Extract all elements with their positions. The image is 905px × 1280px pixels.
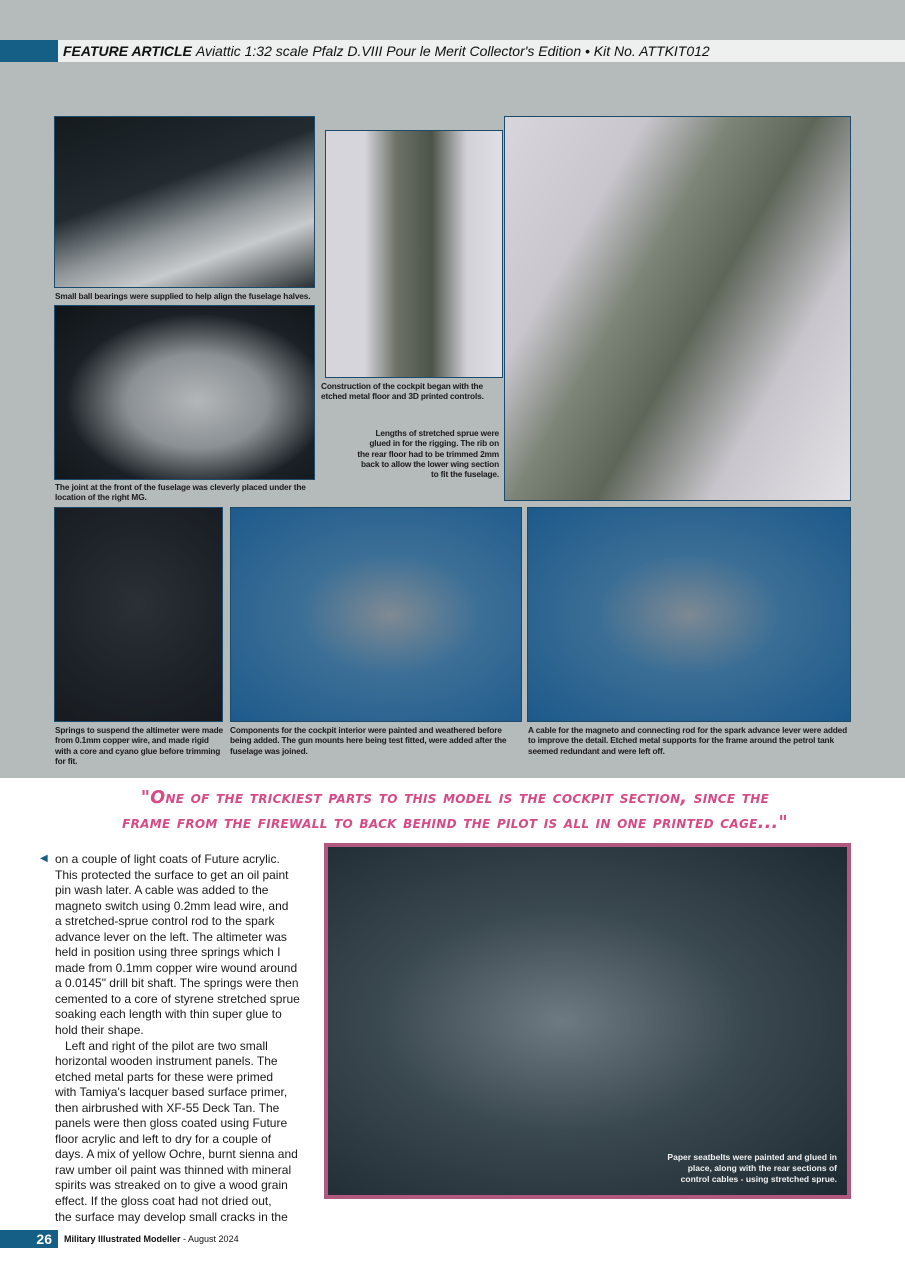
body-text-line: with Tamiya's lacquer based surface primer, [55,1085,288,1100]
page-number: 26 [0,1230,58,1248]
caption-seatbelts: Paper seatbelts were painted and glued in place, along with the rear sections of control cables - using stretched sprue. [667,1152,837,1184]
body-text-line: advance lever on the left. The altimeter was [55,929,287,944]
body-text-line: effect. If the gloss coat had not dried out, [55,1194,272,1209]
body-text-line: on a couple of light coats of Future acrylic. [55,852,280,866]
running-header [58,40,905,62]
article-body [55,852,300,1225]
caption-cable: A cable for the magneto and connecting rod for the spark advance lever were added to improve the detail. Etched metal supports for the frame around the petrol tank seemed redundant and were left off. [528,725,848,756]
photo-fuselage-front [54,305,315,480]
photo-cockpit-cage-seatbelts [324,843,851,1199]
body-text-line: magneto switch using 0.2mm lead wire, and [55,898,289,913]
article-title: Aviattic 1:32 scale Pfalz D.VIII Pour le Merit Collector's Edition • Kit No. ATTKIT012 [195,43,710,59]
section-label: FEATURE ARTICLE [63,43,192,59]
pull-quote [40,786,870,836]
caption-springs: Springs to suspend the altimeter were made from 0.1mm copper wire, and made rigid with a core and cyano glue before trimming for fit. [55,725,223,766]
photo-cockpit-rigging [504,116,851,501]
body-text-line: the surface may develop small cracks in the [55,1209,288,1224]
body-text-line: made from 0.1mm copper wire wound around [55,960,298,975]
body-text-line: days. A mix of yellow Ochre, burnt sienna and [55,1147,298,1162]
header-accent [0,40,58,62]
body-text-line: pin wash later. A cable was added to the [55,883,269,898]
photo-fuselage-tail [54,116,315,288]
body-text-line: a 0.0145" drill bit shaft. The springs were then [55,976,299,991]
photo-magneto-cable [527,507,851,722]
photo-cockpit-components [230,507,522,722]
caption-construction: Construction of the cockpit began with the etched metal floor and 3D printed controls. [321,381,484,402]
caption-joint: The joint at the front of the fuselage was cleverly placed under the location of the right MG. [55,482,306,503]
body-text-line: cemented to a core of styrene stretched sprue [55,991,300,1006]
caption-ball-bearings: Small ball bearings were supplied to help align the fuselage halves. [55,291,311,301]
body-text-line: Left and right of the pilot are two small [65,1038,268,1053]
body-text-line: soaking each length with thin super glue to [55,1007,282,1022]
body-text-line: held in position using three springs which I [55,945,281,960]
body-text-line: panels were then gloss coated using Future [55,1116,288,1131]
body-text-line: etched metal parts for these were primed [55,1069,274,1084]
caption-sprue: Lengths of stretched sprue were glued in for the rigging. The rib on the rear floor had to be trimmed 2mm back to allow the lower wing section to fit the fuselage. [357,428,499,480]
magazine-name: Military Illustrated Modeller [64,1234,181,1244]
body-text-line: hold their shape. [55,1023,144,1038]
photo-springs [54,507,223,722]
issue-date: - August 2024 [180,1234,239,1244]
body-text-line: spirits was streaked on to give a wood grain [55,1178,288,1193]
pull-quote-line: "One of the trickiest parts to this model is the cockpit section, since the [140,788,770,808]
footer-credit [64,1234,239,1244]
body-text-line: horizontal wooden instrument panels. The [55,1054,278,1069]
caption-components: Components for the cockpit interior were painted and weathered before being added. The gun mounts here being test fitted, were added after the fuselage was joined. [230,725,507,756]
body-text-line: This protected the surface to get an oil paint [55,867,289,882]
body-text-line: raw umber oil paint was thinned with mineral [55,1162,292,1177]
continued-arrow-icon: ◀ [40,853,48,864]
body-text-line: then airbrushed with XF-55 Deck Tan. The [55,1100,280,1115]
body-text-line: floor acrylic and left to dry for a couple of [55,1131,272,1146]
body-text-line: a stretched-sprue control rod to the spark [55,914,275,929]
pull-quote-line: frame from the firewall to back behind the pilot is all in one printed cage..." [122,813,788,833]
photo-cockpit-floor [325,130,503,378]
